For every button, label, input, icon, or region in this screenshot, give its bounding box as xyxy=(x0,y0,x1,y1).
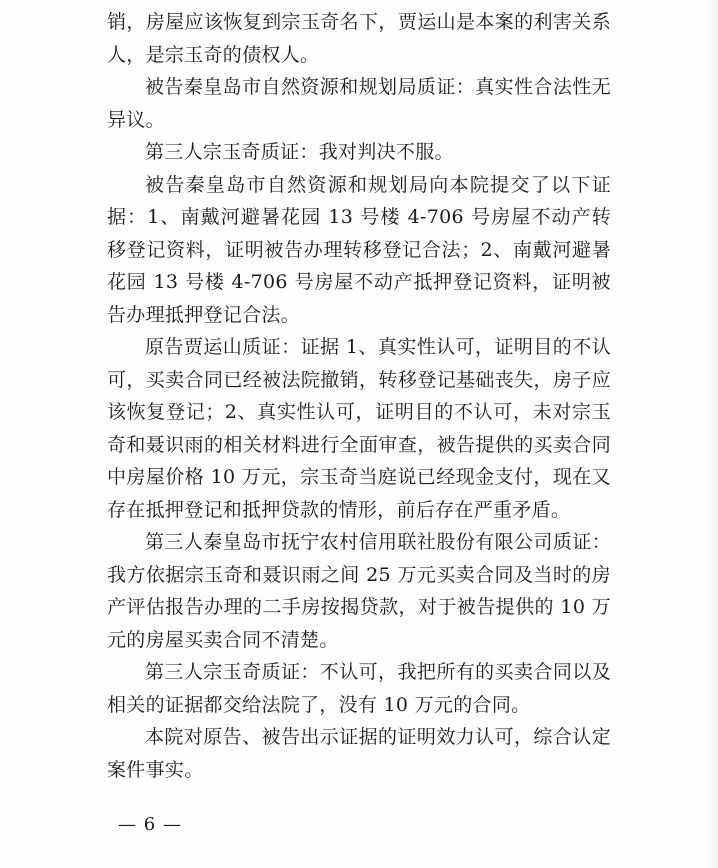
paragraph-third-party-testimony: 第三人宗玉奇质证：我对判决不服。 xyxy=(145,141,454,163)
paragraph-court-finding: 本院对原告、被告出示证据的证明效力认可，综合认定案件事实。 xyxy=(107,726,611,781)
document-body xyxy=(107,6,611,786)
page-edge-shadow xyxy=(708,0,718,868)
paragraph-third-party-rebuttal: 第三人宗玉奇质证：不认可，我把所有的买卖合同以及相关的证据都交给法院了，没有 10 万元的合同。 xyxy=(107,661,611,716)
paragraph-defendant-evidence: 被告秦皇岛市自然资源和规划局向本院提交了以下证据：1、南戴河避暑花园 13 号楼 4-706 号房屋不动产转移登记资料，证明被告办理转移登记合法；2、南戴河避暑花园 13 号楼 4-706 号房屋不动产抵押登记资料，证明被告办理抵押登记合法。 xyxy=(107,173,611,326)
paragraph-plaintiff-testimony: 原告贾运山质证：证据 1、真实性认可，证明目的不认可，买卖合同已经被法院撤销，转移登记基础丧失，房子应该恢复登记；2、真实性认可，证明目的不认可，未对宗玉奇和聂识雨的相关材料进行全面审查，被告提供的买卖合同中房屋价格 10 万元，宗玉奇当庭说已经现金支付，现在又存在抵押登记和抵押贷款的情形，前后存在严重矛盾。 xyxy=(107,336,611,521)
paragraph-defendant-testimony: 被告秦皇岛市自然资源和规划局质证：真实性合法性无异议。 xyxy=(107,76,611,131)
paragraph-credit-union-testimony: 第三人秦皇岛市抚宁农村信用联社股份有限公司质证：我方依据宗玉奇和聂识雨之间 25 万元买卖合同及当时的房产评估报告办理的二手房按揭贷款，对于被告提供的 10 万元的房屋买卖合同不清楚。 xyxy=(107,531,611,651)
page-number: — 6 — xyxy=(118,814,182,835)
paragraph-continuation: 销，房屋应该恢复到宗玉奇名下，贾运山是本案的利害关系人，是宗玉奇的债权人。 xyxy=(107,11,611,66)
